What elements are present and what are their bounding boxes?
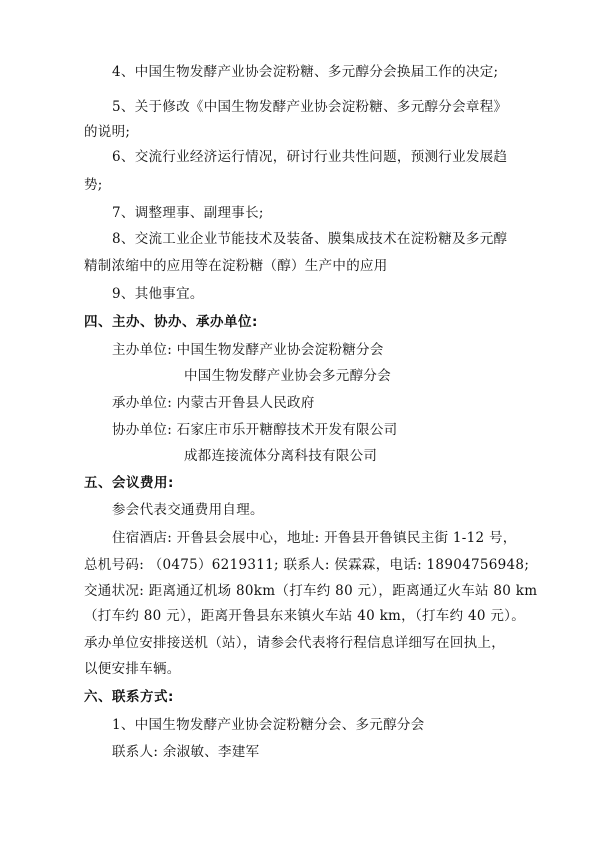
co-organizer-line-1: 协办单位: 石家庄市乐开糖醇技术开发有限公司 [112, 422, 398, 438]
section-5-heading: 五、会议费用: [84, 475, 174, 491]
agenda-item-7: 7、调整理事、副理事长; [112, 205, 264, 221]
agenda-item-6-line-1: 6、交流行业经济运行情况，研讨行业共性问题，预测行业发展趋 [112, 149, 508, 165]
contact-persons: 联系人: 余淑敏、李建军 [112, 744, 260, 760]
agenda-item-8-line-1: 8、交流工业企业节能技术及装备、膜集成技术在淀粉糖及多元醇 [112, 231, 508, 247]
traffic-line-4: 以便安排车辆。 [84, 661, 181, 677]
hotel-line-1: 住宿酒店: 开鲁县会展中心，地址: 开鲁县开鲁镇民主街 1-12 号， [112, 530, 517, 546]
traffic-line-1: 交通状况: 距离通辽机场 80km（打车约 80 元），距离通辽火车站 80 km [84, 583, 538, 599]
agenda-item-5-line-2: 的说明; [84, 124, 131, 140]
agenda-item-8-line-2: 精制浓缩中的应用等在淀粉糖（醇）生产中的应用 [84, 258, 388, 274]
traffic-line-3: 承办单位安排接送机（站），请参会代表将行程信息详细写在回执上， [84, 635, 506, 651]
contact-organization: 1、中国生物发酵产业协会淀粉糖分会、多元醇分会 [112, 717, 425, 733]
hotel-line-2: 总机号码: （0475）6219311; 联系人: 侯霖霖，电话: 18904756948; [84, 557, 530, 573]
agenda-item-9: 9、其他事宜。 [112, 286, 204, 302]
organizer-unit: 承办单位: 内蒙古开鲁县人民政府 [112, 395, 315, 411]
agenda-item-5-line-1: 5、关于修改《中国生物发酵产业协会淀粉糖、多元醇分会章程》 [112, 99, 508, 115]
agenda-item-4: 4、中国生物发酵产业协会淀粉糖、多元醇分会换届工作的决定; [112, 64, 499, 80]
host-units-line-1: 主办单位: 中国生物发酵产业协会淀粉糖分会 [112, 342, 384, 358]
agenda-item-6-line-2: 势; [84, 177, 103, 193]
host-units-line-2: 中国生物发酵产业协会多元醇分会 [184, 368, 391, 384]
fee-note: 参会代表交通费用自理。 [112, 502, 264, 518]
section-4-heading: 四、主办、协办、承办单位: [84, 314, 258, 330]
traffic-line-2: （打车约 80 元），距离开鲁县东来镇火车站 40 km，（打车约 40 元）。 [84, 608, 526, 624]
section-6-heading: 六、联系方式: [84, 689, 174, 705]
co-organizer-line-2: 成都连接流体分离科技有限公司 [184, 448, 378, 464]
